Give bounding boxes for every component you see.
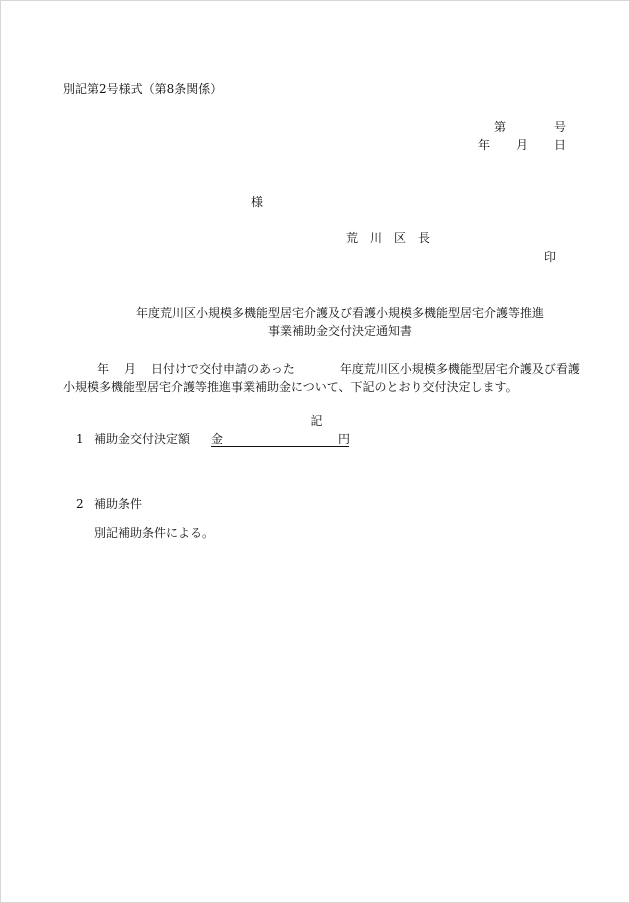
body-text-line-2: 小規模多機能型居宅介護等推進事業補助金について、下記のとおり交付決定します。 [63, 380, 518, 394]
amount-prefix: 金 [211, 432, 224, 446]
item-2-number: 2 [76, 497, 84, 511]
body-text-line-1 [97, 361, 580, 377]
document-number-suffix: 号 [553, 120, 566, 134]
body-rest-1: 日付けで交付申請のあった [151, 362, 295, 376]
body-month: 月 [124, 362, 137, 376]
addressee-honorific: 様 [251, 195, 264, 209]
body-year: 年 [97, 362, 110, 376]
body-rest-2: 年度荒川区小規模多機能型居宅介護及び看護 [339, 362, 580, 376]
amount-underline [211, 431, 349, 447]
issuer-name: 荒川区長 [346, 231, 443, 245]
ki-heading: 記 [310, 414, 323, 428]
conditions-text: 別記補助条件による。 [94, 526, 215, 540]
amount-suffix: 円 [338, 432, 351, 446]
issue-date [478, 137, 566, 153]
form-label: 別記第2号様式（第8条関係） [63, 82, 223, 96]
date-month: 月 [515, 138, 528, 152]
item-1-label: 補助金交付決定額 [94, 432, 191, 446]
document-title-line-2: 事業補助金交付決定通知書 [267, 324, 412, 338]
item-1-number: 1 [76, 432, 84, 446]
document-number-prefix: 第 [493, 120, 506, 134]
date-day: 日 [553, 138, 566, 152]
date-year: 年 [477, 138, 490, 152]
seal-mark: 印 [543, 250, 556, 264]
document-title-line-1: 年度荒川区小規模多機能型居宅介護及び看護小規模多機能型居宅介護等推進 [135, 306, 544, 320]
document-number [494, 119, 566, 135]
item-2-label: 補助条件 [94, 497, 143, 511]
